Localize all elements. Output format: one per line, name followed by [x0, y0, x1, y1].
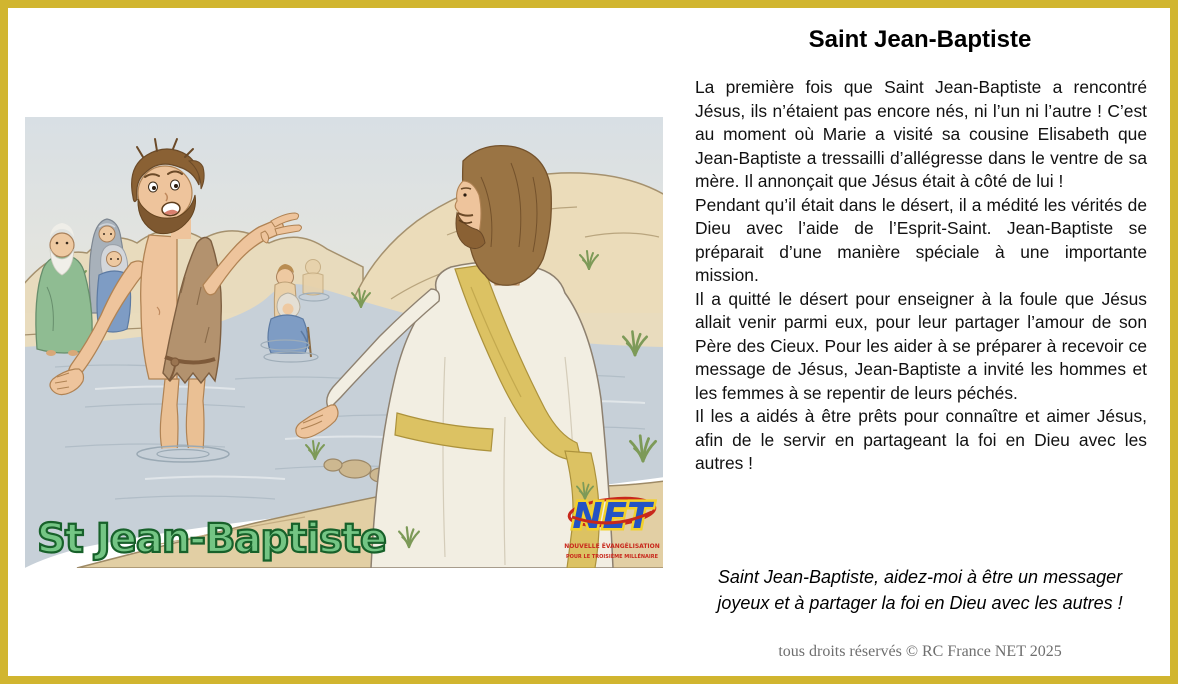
prayer-text: Saint Jean-Baptiste, aidez-moi à être un messager joyeux et à partager la foi en Dieu avec les autres !: [717, 567, 1123, 613]
page-title: Saint Jean-Baptiste: [808, 26, 1032, 53]
net-logo-text: NET: [572, 496, 652, 537]
copyright-footer: tous droits réservés © RC France NET 2025: [778, 643, 1062, 660]
body-paragraph: La première fois que Saint Jean-Baptiste a rencontré Jésus, ils n’étaient pas encore nés, ni l’un ni l’autre ! C’est au moment où Marie a visité sa cousine Elisabeth que Jean-Baptiste a tressailli d’allégresse dans le ventre de sa mère. Il annonçait que Jésus était à côté de lui !: [695, 77, 1147, 191]
body-paragraph: Il les a aidés à être prêts pour connaître et aimer Jésus, afin de le servir en partageant la foi en Dieu avec les autres !: [695, 406, 1147, 473]
text-column: [685, 8, 1155, 476]
body-paragraph: Pendant qu’il était dans le désert, il a médité les vérités de Dieu avec l’aide de l’Esprit-Saint. Jean-Baptiste se préparait d’une manière spéciale à une importante mission.: [695, 194, 1147, 285]
illustration-panel: [25, 117, 663, 568]
body-paragraph: Il a quitté le désert pour enseigner à la foule que Jésus allait venir parmi eux, pour leur partager l’amour de son Père des Cieux. Pour les aider à se préparer à recevoir ce message de Jésus, Jean-Baptiste a invité les hommes et les femmes à se repentir de leurs péchés.: [695, 288, 1147, 403]
body-text: [695, 76, 1147, 476]
net-logo-subtitle-2: POUR LE TROISIÈME MILLÉNAIRE: [565, 554, 659, 560]
net-logo-subtitle-1: NOUVELLE ÉVANGÉLISATION: [564, 543, 660, 550]
net-logo: [563, 486, 661, 566]
net-logo-graphic: [563, 486, 661, 566]
illustration-caption: St Jean-Baptiste: [37, 516, 386, 562]
